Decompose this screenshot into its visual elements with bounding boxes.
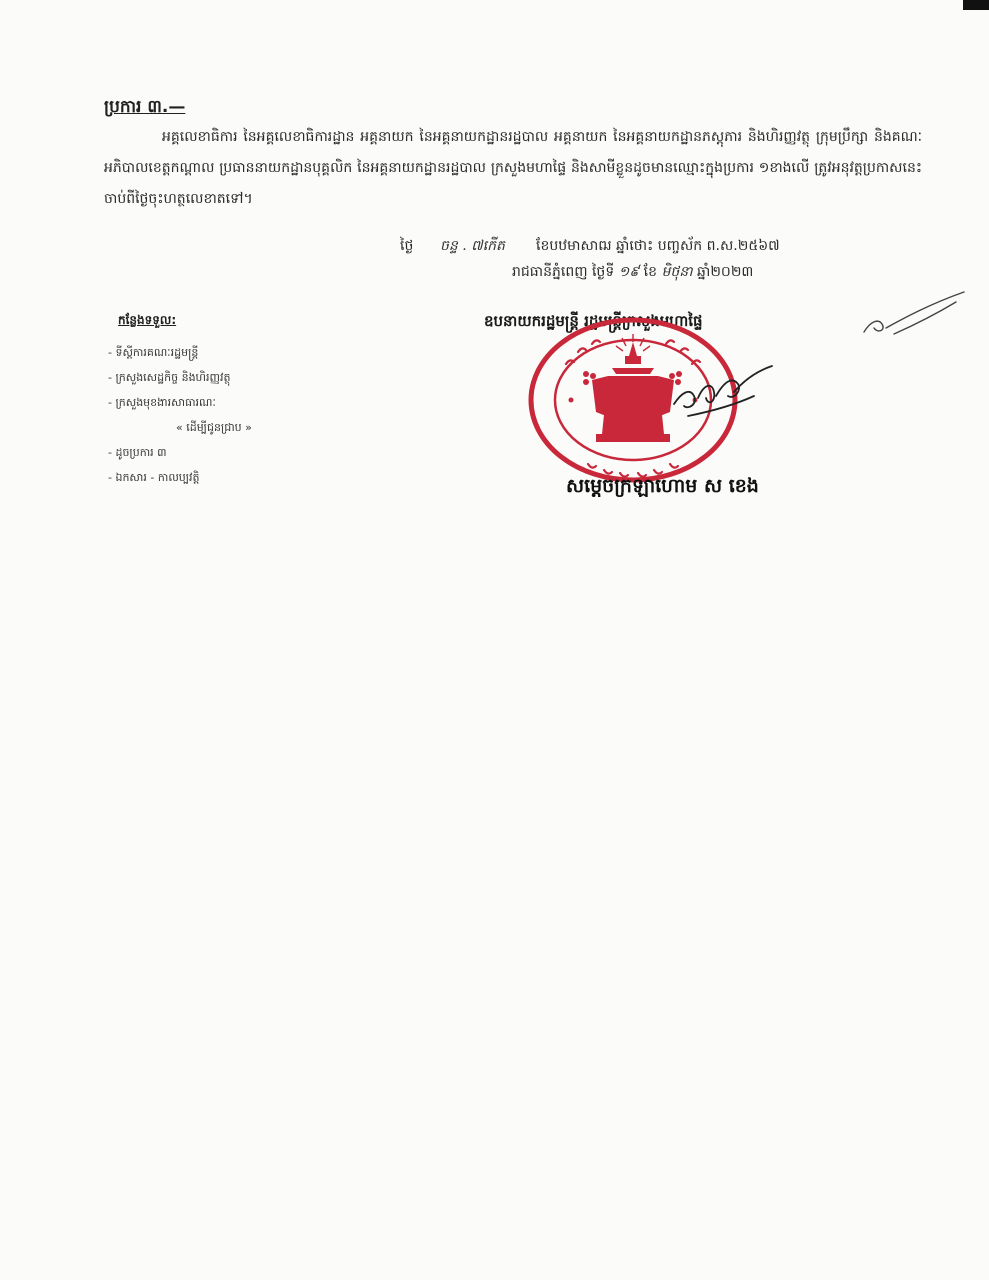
article-heading bbox=[104, 96, 185, 121]
lunar-date-prefix: ថ្ងៃ bbox=[400, 238, 414, 254]
signer-title: ឧបនាយករដ្ឋមន្ត្រី រដ្ឋមន្ត្រីក្រសួងមហាផ្ទៃ bbox=[484, 312, 703, 330]
article-heading-text: ប្រការ ៣.— bbox=[104, 97, 186, 117]
recipient-item: - ទីស្ដីការគណៈរដ្ឋមន្ត្រី bbox=[108, 346, 199, 359]
lunar-date-rest: ឆ្នាំថោះ បញ្ចស័ក ព.ស.២៥៦៧ bbox=[616, 238, 780, 254]
recipients-block bbox=[108, 312, 368, 490]
article-body: អគ្គលេខាធិការ នៃអគ្គលេខាធិការដ្ឋាន អគ្គនាយក នៃអគ្គនាយកដ្ឋានរដ្ឋបាល អគ្គនាយក នៃអគ្គនាយកដ្ឋានភស្តុភារ និងហិរញ្ញវត្ថុ ក្រុមប្រឹក្សា និងគណៈអភិបាលខេត្តកណ្ដាល ប្រធាននាយកដ្ឋានបុគ្គលិក នៃអគ្គនាយកដ្ឋានរដ្ឋបាល ក្រសួងមហាផ្ទៃ និងសាមីខ្លួនដូចមានឈ្មោះក្នុងប្រការ ១ខាងលើ ត្រូវអនុវត្តប្រកាសនេះចាប់ពីថ្ងៃចុះហត្ថលេខាតទៅ។ bbox=[104, 129, 922, 207]
initials-flourish-icon bbox=[860, 288, 970, 344]
recipient-item: « ដើម្បីជូនជ្រាប » bbox=[176, 421, 252, 434]
solar-date-year: ឆ្នាំ២០២៣ bbox=[697, 264, 754, 280]
recipient-item: - ឯកសារ - កាលប្បវត្តិ bbox=[108, 471, 200, 484]
solar-date-month: មិថុនា bbox=[661, 264, 693, 280]
lunar-date-month: ខែបឋមាសាឍ bbox=[536, 238, 612, 254]
lunar-date-line bbox=[400, 236, 920, 257]
solar-date-month-label: ខែ bbox=[643, 264, 657, 280]
solar-date-day: ១៩ bbox=[618, 264, 640, 280]
recipient-item: - ក្រសួងមុខងារសាធារណៈ bbox=[108, 396, 216, 409]
solar-date-line bbox=[512, 262, 922, 283]
recipients-heading: កន្លែងទទួល: bbox=[118, 313, 177, 327]
recipient-item: - ក្រសួងសេដ្ឋកិច្ច និងហិរញ្ញវត្ថុ bbox=[108, 371, 231, 384]
recipient-item: - ដូចប្រការ ៣ bbox=[108, 446, 167, 459]
lunar-date-day: ចន្ទ . ៧កើត bbox=[440, 238, 505, 254]
signature-icon bbox=[668, 362, 778, 422]
signer-name: សម្ដេចក្រឡាហោម ស ខេង bbox=[566, 475, 759, 497]
solar-date-prefix: រាជធានីភ្នំពេញ ថ្ងៃទី bbox=[512, 264, 615, 280]
